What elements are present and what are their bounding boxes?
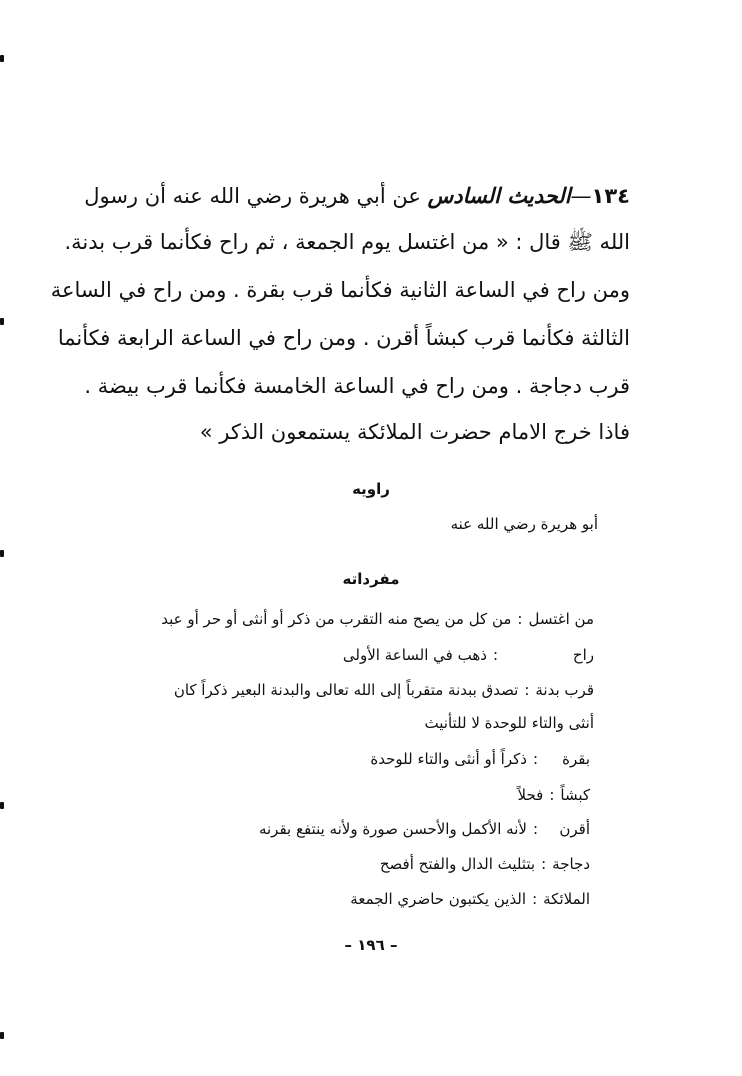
hadith-line-4: الثالثة فكأنما قرب كبشاً أقرن . ومن راح في الساعة الرابعة فكأنما — [57, 326, 630, 350]
vocab-term: قرب بدنة — [535, 681, 594, 699]
margin-mark — [0, 802, 4, 809]
vocab-term: من اغتسل — [528, 610, 594, 628]
vocab-separator: : — [524, 681, 530, 699]
vocab-term: بقرة — [562, 750, 590, 768]
vocab-entry — [370, 750, 590, 768]
vocab-entry — [380, 855, 590, 873]
vocab-definition: ذهب في الساعة الأولى — [342, 646, 487, 664]
hadith-line-1: ١٣٤—الحديث السادس عن أبي هريرة رضي الله عنه أن رسول — [84, 184, 630, 208]
vocab-definition: الذين يكتبون حاضري الجمعة — [350, 890, 527, 908]
vocab-definition: لأنه الأكمل والأحسن صورة ولأنه ينتفع بقرنه — [258, 820, 527, 838]
vocab-definition: فحلاً — [517, 786, 544, 804]
page-number: – ١٩٦ – — [344, 936, 398, 954]
vocab-definition: تصدق ببدنة متقرباً إلى الله تعالى والبدنة البعير ذكراً كان — [173, 681, 519, 699]
margin-mark — [0, 55, 4, 62]
vocab-entry — [174, 681, 594, 699]
vocab-term: كبشاً — [560, 786, 590, 804]
vocab-entry — [259, 820, 590, 838]
hadith-line-3: ومن راح في الساعة الثانية فكأنما قرب بقرة . ومن راح في الساعة — [50, 278, 630, 302]
margin-mark — [0, 1032, 4, 1039]
vocab-term: راح — [572, 646, 594, 664]
hadith-line-1-text: عن أبي هريرة رضي الله عنه أن رسول — [84, 184, 421, 208]
vocab-separator: : — [541, 855, 547, 873]
narrator-name: أبو هريرة رضي الله عنه — [450, 515, 598, 533]
vocab-definition: أنثى والتاء للوحدة لا للتأنيث — [424, 714, 594, 732]
vocab-separator: : — [532, 750, 538, 768]
vocab-separator: : — [492, 646, 498, 664]
vocab-separator: : — [532, 820, 538, 838]
vocab-term: دجاجة — [552, 855, 590, 873]
vocab-separator: : — [532, 890, 538, 908]
vocab-definition: ذكراً أو أنثى والتاء للوحدة — [370, 750, 527, 768]
vocab-entry — [343, 646, 594, 664]
hadith-title: الحديث السادس — [427, 184, 571, 208]
margin-mark — [0, 318, 4, 325]
vocab-term: الملائكة — [543, 890, 590, 908]
hadith-number: ١٣٤ — [591, 184, 630, 208]
hadith-line-6: فاذا خرج الامام حضرت الملائكة يستمعون الذكر » — [199, 420, 630, 444]
margin-mark — [0, 550, 4, 557]
hadith-line-2: الله ﷺ قال : « من اغتسل يوم الجمعة ، ثم راح فكأنما قرب بدنة. — [64, 230, 630, 254]
hadith-line-5: قرب دجاجة . ومن راح في الساعة الخامسة فكأنما قرب بيضة . — [84, 374, 630, 398]
vocab-entry — [518, 786, 591, 804]
vocab-separator: : — [549, 786, 555, 804]
vocab-entry — [350, 890, 590, 908]
vocab-separator: : — [517, 610, 523, 628]
vocab-definition: بتثليث الدال والفتح أفصح — [379, 855, 536, 873]
vocab-entry-continuation — [425, 714, 594, 732]
vocab-entry — [161, 610, 594, 628]
vocabulary-heading: مفرداته — [342, 570, 400, 588]
vocab-definition: من كل من يصح منه التقرب من ذكر أو أنثى أو حر أو عبد — [161, 610, 512, 628]
vocab-term: أقرن — [559, 820, 590, 838]
narrator-heading: راويه — [352, 480, 390, 498]
